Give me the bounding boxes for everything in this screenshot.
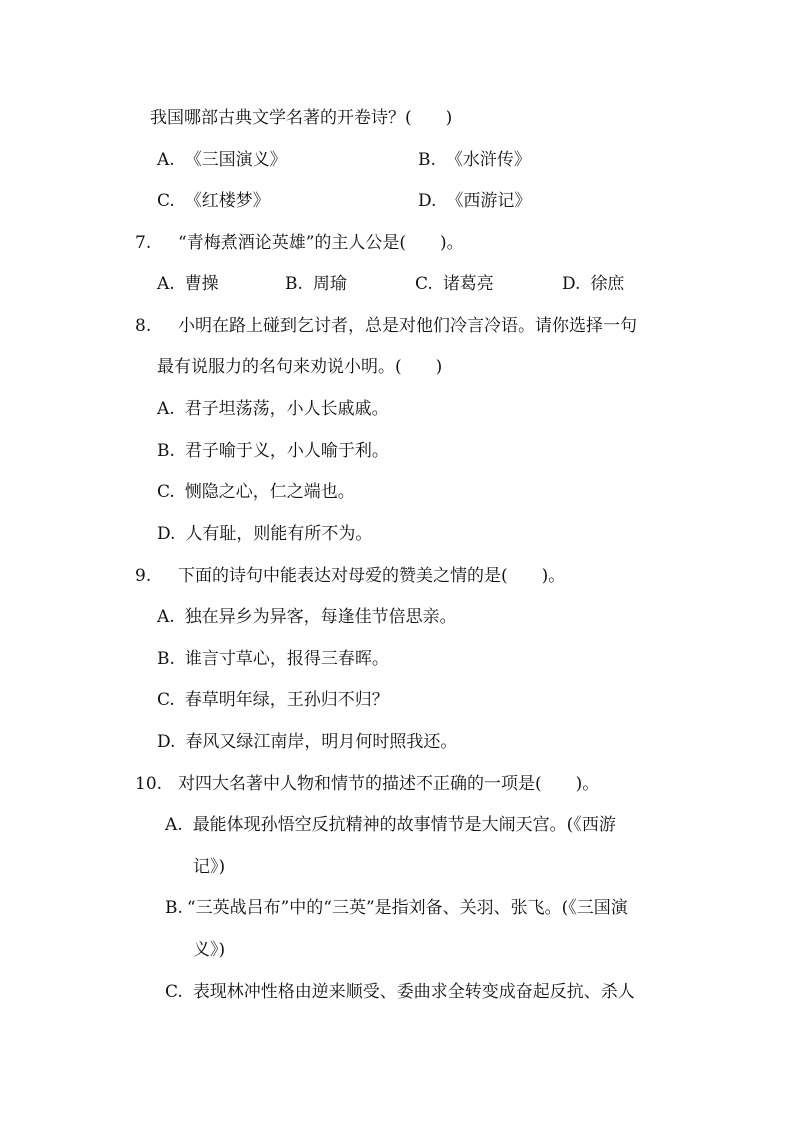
q8-option-a (157, 399, 389, 419)
q7-option-b (285, 274, 347, 294)
q8-text-line2: 最有说服力的名句来劝说小明。( ) (157, 357, 443, 377)
q8-text-line1: 小明在路上碰到乞讨者，总是对他们冷言冷语。请你选择一句 (178, 316, 637, 336)
q6-option-c (157, 191, 270, 211)
option-text: 春风又绿江南岸，明月何时照我还。 (185, 732, 458, 752)
option-label: B. (157, 441, 175, 461)
q6-text: 我国哪部古典文学名著的开卷诗？( ) (150, 108, 453, 128)
option-label: D. (418, 191, 437, 211)
option-text: 谁言寸草心，报得三春晖。 (184, 649, 389, 669)
q7-option-c (415, 274, 494, 294)
option-label: D. (562, 274, 581, 294)
option-text-line1: “三英战吕布”中的“三英”是指刘备、关羽、张飞。(《三国演 (186, 898, 628, 918)
option-label: C. (157, 482, 175, 502)
option-text: 恻隐之心，仁之端也。 (184, 482, 355, 502)
option-text: 《红楼梦》 (184, 191, 270, 211)
q6-option-b (418, 150, 531, 170)
option-label: C. (157, 690, 175, 710)
q7-text: “青梅煮酒论英雄”的主人公是( )。 (178, 233, 464, 253)
option-text: 君子坦荡荡，小人长戚戚。 (184, 399, 389, 419)
option-text: 《三国演义》 (184, 150, 287, 170)
option-text: 君子喻于义，小人喻于利。 (184, 441, 389, 461)
q9-option-a (157, 607, 457, 627)
q7-option-d (562, 274, 624, 294)
q6-option-a (157, 150, 287, 170)
option-text: 人有耻，则能有所不为。 (185, 524, 373, 544)
q6-option-d (418, 191, 531, 211)
option-label: A. (157, 150, 175, 170)
q10-option-b-line2: 义》) (193, 940, 226, 960)
q9-text: 下面的诗句中能表达对母爱的赞美之情的是( )。 (178, 566, 566, 586)
q9-option-c (157, 690, 389, 710)
q8-option-d (157, 524, 372, 544)
option-label: B. (157, 649, 175, 669)
option-label: A. (157, 274, 175, 294)
q8-number: 8. (135, 316, 152, 336)
option-label: B. (418, 150, 436, 170)
option-label: C. (415, 274, 433, 294)
option-label: C. (165, 982, 183, 1002)
q9-number: 9. (135, 566, 152, 586)
q9-option-b (157, 649, 389, 669)
option-text: 徐庶 (590, 274, 625, 294)
option-label: A. (157, 399, 175, 419)
option-text-line1: 最能体现孙悟空反抗精神的故事情节是大闹天宫。(《西游 (192, 815, 616, 835)
option-label: A. (165, 815, 183, 835)
option-text: 《西游记》 (446, 191, 532, 211)
q9-option-d (157, 732, 457, 752)
option-text: 《水浒传》 (445, 150, 531, 170)
q10-option-c (165, 982, 635, 1002)
option-text: 周瑜 (312, 274, 347, 294)
option-text: 春草明年绿，王孙归不归？ (184, 690, 389, 710)
q10-option-a-line2: 记》) (193, 857, 226, 877)
q10-option-b (165, 898, 628, 918)
q7-option-a (157, 274, 219, 294)
q7-number: 7. (135, 233, 152, 253)
option-label: B. (165, 898, 183, 918)
option-label: D. (157, 524, 176, 544)
option-label: D. (157, 732, 176, 752)
option-label: B. (285, 274, 303, 294)
q8-option-c (157, 482, 355, 502)
option-label: A. (157, 607, 175, 627)
option-text: 诸葛亮 (442, 274, 494, 294)
q10-text: 对四大名著中人物和情节的描述不正确的一项是( )。 (178, 774, 600, 794)
q8-option-b (157, 441, 389, 461)
q10-option-a (165, 815, 616, 835)
option-label: C. (157, 191, 175, 211)
option-text: 独在异乡为异客，每逢佳节倍思亲。 (184, 607, 457, 627)
option-text-line1: 表现林冲性格由逆来顺受、委曲求全转变成奋起反抗、杀人 (192, 982, 635, 1002)
q10-number: 10. (135, 774, 163, 794)
option-text: 曹操 (184, 274, 219, 294)
